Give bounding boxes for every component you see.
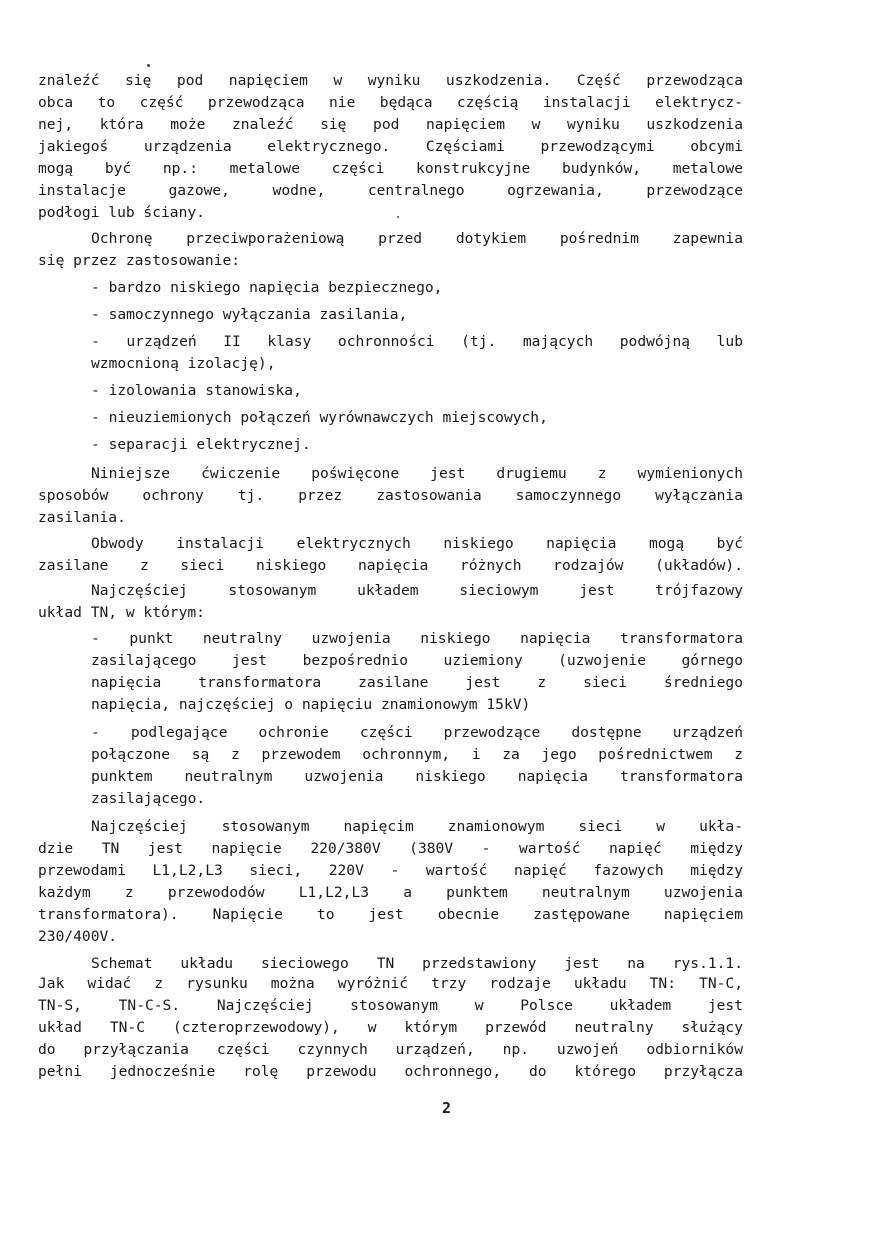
list-item-continuation: punktem neutralnym uzwojenia niskiego napięcia transformatora	[91, 768, 743, 785]
list-item-continuation: połączone są z przewodem ochronnym, i za jego pośrednictwem z	[91, 746, 743, 763]
list-item: - samoczynnego wyłączania zasilania,	[91, 306, 408, 323]
text-line: się przez zastosowanie:	[38, 252, 241, 269]
text-line: układ TN, w którym:	[38, 604, 205, 621]
text-line: instalacje gazowe, wodne, centralnego ogrzewania, przewodzące	[38, 182, 743, 199]
text-line: Ochronę przeciwporażeniową przed dotykiem pośrednim zapewnia	[91, 230, 743, 247]
list-item-continuation: wzmocnioną izolację),	[91, 355, 276, 372]
list-item: - nieuziemionych połączeń wyrównawczych miejscowych,	[91, 409, 548, 426]
list-item-continuation: zasilającego jest bezpośrednio uziemiony (uzwojenie górnego	[91, 652, 743, 669]
list-item: - separacji elektrycznej.	[91, 436, 311, 453]
list-item: - urządzeń II klasy ochronności (tj. mających podwójną lub	[91, 333, 743, 350]
text-line: podłogi lub ściany.	[38, 204, 205, 221]
text-line: Najczęściej stosowanym napięcim znamionowym sieci w ukła-	[91, 818, 743, 835]
text-line: 230/400V.	[38, 928, 118, 945]
text-line: dzie TN jest napięcie 220/380V (380V - wartość napięć między	[38, 840, 743, 857]
text-line: jakiegoś urządzenia elektrycznego. Częściami przewodzącymi obcymi	[38, 138, 743, 155]
text-line: przewodami L1,L2,L3 sieci, 220V - wartość napięć fazowych między	[38, 862, 743, 879]
list-item: - podlegające ochronie części przewodzące dostępne urządzeń	[91, 724, 743, 741]
text-line: Schemat układu sieciowego TN przedstawiony jest na rys.1.1.	[91, 955, 743, 972]
text-line: Jak widać z rysunku można wyróżnić trzy rodzaje układu TN: TN-C,	[38, 975, 743, 992]
text-line: pełni jednocześnie rolę przewodu ochronnego, do którego przyłącza	[38, 1063, 743, 1080]
list-item: - bardzo niskiego napięcia bezpiecznego,	[91, 279, 443, 296]
text-line: każdym z przewododów L1,L2,L3 a punktem neutralnym uzwojenia	[38, 884, 743, 901]
text-line: Najczęściej stosowanym układem sieciowym jest trójfazowy	[91, 582, 743, 599]
text-line: TN-S, TN-C-S. Najczęściej stosowanym w Polsce układem jest	[38, 997, 743, 1014]
text-line: obca to część przewodząca nie będąca częścią instalacji elektrycz-	[38, 94, 743, 111]
list-item-continuation: napięcia transformatora zasilane jest z sieci średniego	[91, 674, 743, 691]
text-line: Obwody instalacji elektrycznych niskiego napięcia mogą być	[91, 535, 743, 552]
list-item-continuation: zasilającego.	[91, 790, 206, 807]
text-line: do przyłączania części czynnych urządzeń, np. uzwojeń odbiorników	[38, 1041, 743, 1058]
text-line: zasilania.	[38, 509, 126, 526]
text-line: sposobów ochrony tj. przez zastosowania samoczynnego wyłączania	[38, 487, 743, 504]
page-number: 2	[441, 1099, 452, 1117]
text-line: zasilane z sieci niskiego napięcia różnych rodzajów (układów).	[38, 557, 743, 574]
text-line: Niniejsze ćwiczenie poświęcone jest drugiemu z wymienionych	[91, 465, 743, 482]
text-line: transformatora). Napięcie to jest obecnie zastępowane napięciem	[38, 906, 743, 923]
text-line: nej, która może znaleźć się pod napięciem w wyniku uszkodzenia	[38, 116, 743, 133]
text-line: znaleźć się pod napięciem w wyniku uszkodzenia. Część przewodząca	[38, 72, 743, 89]
list-item-continuation: napięcia, najczęściej o napięciu znamionowym 15kV)	[91, 696, 531, 713]
scan-speck	[147, 64, 150, 67]
text-line: układ TN-C (czteroprzewodowy), w którym przewód neutralny służący	[38, 1019, 743, 1036]
list-item: - punkt neutralny uzwojenia niskiego napięcia transformatora	[91, 630, 743, 647]
list-item: - izolowania stanowiska,	[91, 382, 302, 399]
text-line: mogą być np.: metalowe części konstrukcyjne budynków, metalowe	[38, 160, 743, 177]
